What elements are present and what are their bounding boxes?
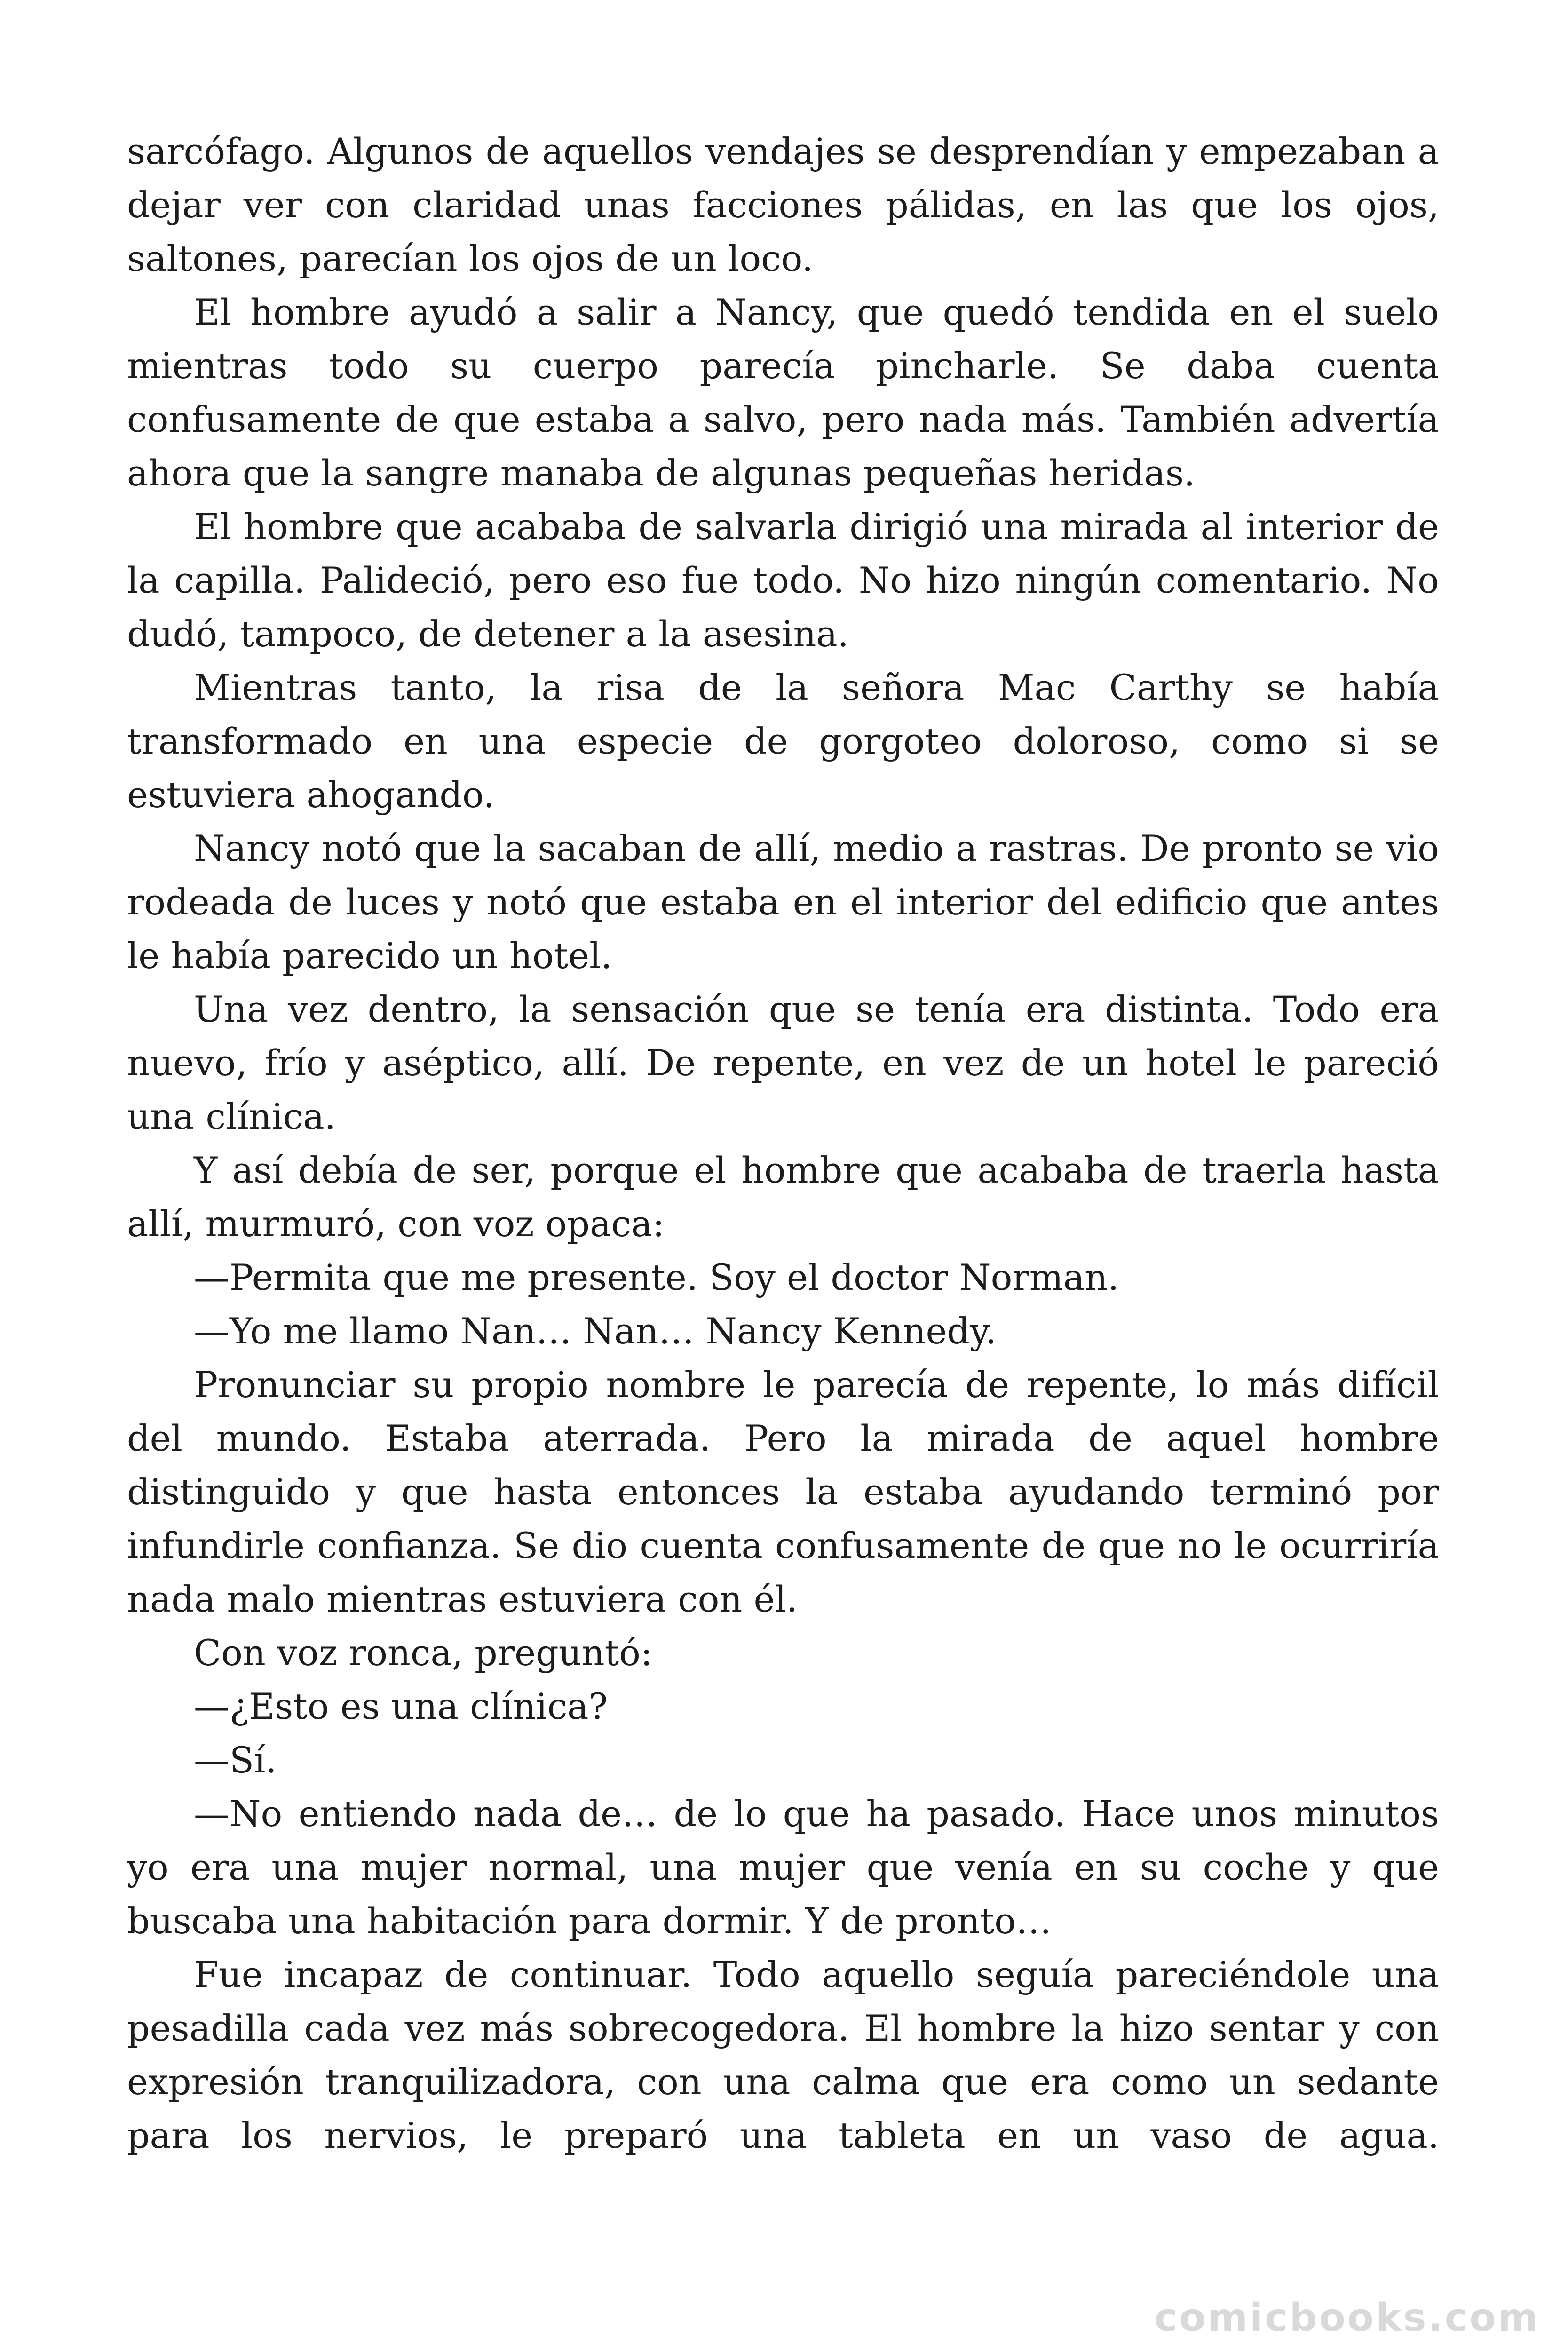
dialogue-line-3: —¿Esto es una clínica? xyxy=(194,1685,608,1727)
paragraph-4: Mientras tanto, la risa de la señora Mac Carthy se había transformado en una especie de gorgoteo doloroso, como si se estuviera ahogando. xyxy=(127,667,1439,816)
paragraph-2: El hombre ayudó a salir a Nancy, que quedó tendida en el suelo mientras todo su cuerpo parecía pincharle. Se daba cuenta confusamente de que estaba a salvo, pero nada más. También advertía ahora que la sangre manaba de algunas pequeñas heridas. xyxy=(127,291,1439,494)
paragraph-10: Fue incapaz de continuar. Todo aquello seguía pareciéndole una pesadilla cada vez más sobrecogedora. El hombre la hizo sentar y con expresión tranquilizadora, con una calma que era como un sedante para los nervios, le preparó una tableta en un vaso de agua. xyxy=(127,1954,1439,2156)
paragraph-8: Pronunciar su propio nombre le parecía de repente, lo más difícil del mundo. Estaba aterrada. Pero la mirada de aquel hombre distinguido y que hasta entonces la estaba ayudando terminó por infundirle confianza. Se dio cuenta confusamente de que no le ocurriría nada malo mientras estuviera con él. xyxy=(127,1364,1439,1620)
page-text-body xyxy=(127,125,1439,2162)
dialogue-line-1: —Permita que me presente. Soy el doctor Norman. xyxy=(194,1256,1119,1298)
paragraph-3: El hombre que acababa de salvarla dirigió una mirada al interior de la capilla. Palideció, pero eso fue todo. No hizo ningún comentario. No dudó, tampoco, de detener a la asesina. xyxy=(127,506,1439,655)
paragraph-7: Y así debía de ser, porque el hombre que acababa de traerla hasta allí, murmuró, con voz opaca: xyxy=(127,1149,1439,1245)
dialogue-line-5: —No entiendo nada de… de lo que ha pasado. Hace unos minutos yo era una mujer normal, una mujer que venía en su coche y que buscaba una habitación para dormir. Y de pronto… xyxy=(127,1793,1439,1942)
watermark: comicbooks.com xyxy=(1154,2296,1540,2340)
paragraph-9: Con voz ronca, preguntó: xyxy=(194,1632,653,1674)
paragraph-6: Una vez dentro, la sensación que se tenía era distinta. Todo era nuevo, frío y aséptico, allí. De repente, en vez de un hotel le pareció una clínica. xyxy=(127,988,1439,1137)
paragraph-5: Nancy notó que la sacaban de allí, medio a rastras. De pronto se vio rodeada de luces y notó que estaba en el interior del edificio que antes le había parecido un hotel. xyxy=(127,827,1439,977)
paragraph-1: sarcófago. Algunos de aquellos vendajes se desprendían y empezaban a dejar ver con claridad unas facciones pálidas, en las que los ojos, saltones, parecían los ojos de un loco. xyxy=(127,130,1439,279)
dialogue-line-4: —Sí. xyxy=(194,1739,277,1781)
dialogue-line-2: —Yo me llamo Nan… Nan… Nancy Kennedy. xyxy=(194,1310,997,1352)
